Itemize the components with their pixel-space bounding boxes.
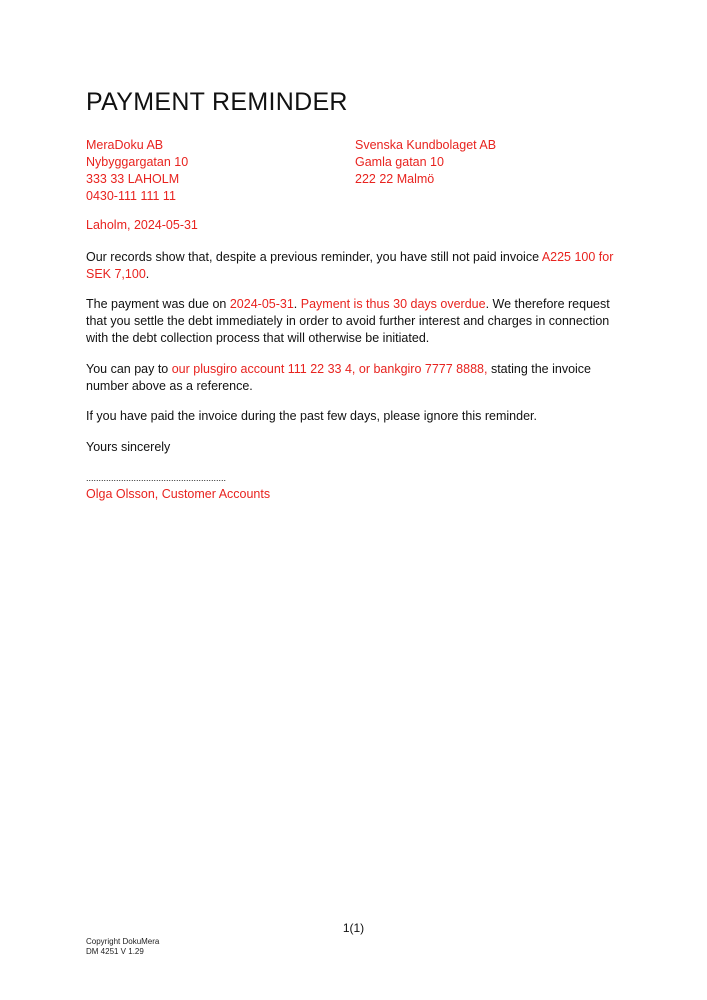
signature-line: ........................................................ [86, 473, 227, 483]
sender-phone: 0430-111 111 11 [86, 189, 176, 203]
sender-street: Nybyggargatan 10 [86, 155, 189, 169]
p2-text3: . We therefore request that you settle the debt immediately in order to avoid further interest and charges in connection with the debt collection process that will otherwise be initiated. [86, 297, 610, 345]
sender-name: MeraDoku AB [86, 138, 164, 152]
place-date: Laholm, 2024-05-31 [86, 218, 198, 232]
p3-text2: stating the invoice number above as a reference. [86, 362, 592, 393]
signer-name: Olga Olsson, Customer Accounts [86, 487, 271, 501]
paragraph-unpaid-invoice [86, 249, 626, 283]
footer-copyright: Copyright DokuMera [86, 937, 160, 946]
recipient-name: Svenska Kundbolaget AB [355, 138, 497, 152]
paragraph-payment-accounts [86, 361, 626, 395]
recipient-postal: 222 22 Malmö [355, 172, 435, 186]
payment-accounts: our plusgiro account 111 22 33 4, or bankgiro 7777 8888, [171, 362, 488, 376]
closing-phrase: Yours sincerely [86, 440, 171, 454]
p3-text1: You can pay to [86, 362, 172, 376]
footer [86, 937, 159, 957]
due-date: 2024-05-31 [229, 297, 294, 311]
recipient-street: Gamla gatan 10 [355, 155, 444, 169]
sender-postal: 333 33 LAHOLM [86, 172, 180, 186]
p1-text2: . [145, 267, 150, 281]
p2-text1: The payment was due on [86, 297, 230, 311]
recipient-address [355, 137, 496, 188]
overdue-notice: Payment is thus 30 days overdue [300, 297, 486, 311]
p1-text1: Our records show that, despite a previous reminder, you have still not paid invoice [86, 250, 542, 264]
footer-doc-id: DM 4251 V 1.29 [86, 947, 144, 956]
p2-text2: . [293, 297, 301, 311]
sender-address [86, 137, 188, 205]
invoice-reference: A225 100 for SEK 7,100 [86, 250, 614, 281]
paragraph-due-date [86, 296, 626, 347]
document-title: PAYMENT REMINDER [86, 88, 348, 116]
paragraph-ignore-notice: If you have paid the invoice during the past few days, please ignore this reminder. [86, 409, 537, 423]
page-number: 1(1) [342, 921, 365, 935]
